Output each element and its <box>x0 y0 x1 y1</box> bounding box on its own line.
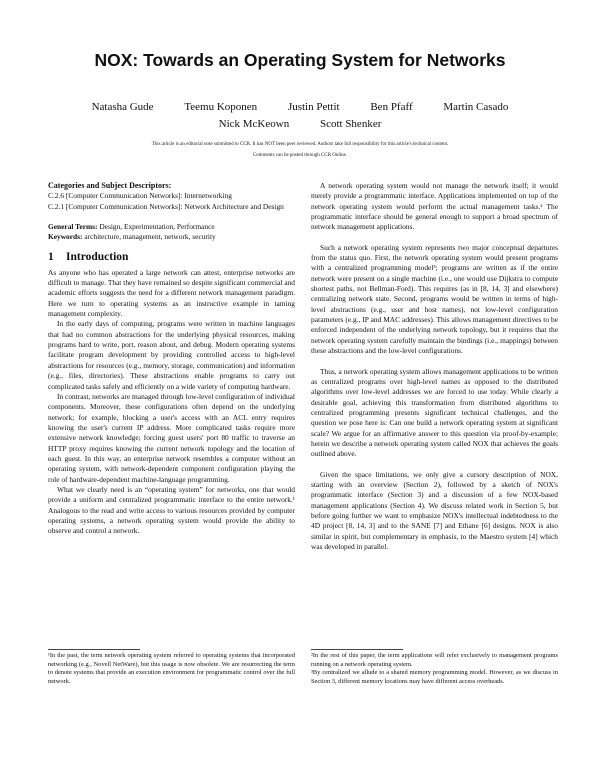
footnote: ³By centralized we allude to a shared memory programming model. However, as we discuss in Section 3, different memory locations may have different access overheads. <box>311 669 558 685</box>
category-entry: C.2.6 [Computer Communication Networks]: Internetworking <box>48 191 232 201</box>
general-terms-label: General Terms: <box>48 222 98 232</box>
author-list <box>40 101 560 113</box>
author-list <box>40 118 560 130</box>
author-name: Teemu Koponen <box>184 101 258 113</box>
section-heading <box>48 249 295 265</box>
author-name: Scott Shenker <box>319 118 382 130</box>
section-title: Introduction <box>66 250 129 263</box>
author-name: Natasha Gude <box>91 101 154 113</box>
editorial-note: This article is an editorial note submitted to CCR. It has NOT been peer reviewed. Authors take full responsibility for this article's technical content. <box>151 142 449 147</box>
footnotes-left <box>48 649 295 686</box>
body-paragraph: Given the space limitations, we only give a cursory description of NOX, starting with an overview (Section 2), followed by a sketch of NOX's programmatic interface (Section 3) and a discussion of a few NOX-based management applications (Section 4). We discuss related work in Section 5, but before going further we want to emphasize NOX's intellectual indebtedness to the 4D project [8, 14, 3] and to the SANE [7] and Ethane [6] designs. NOX is also similar in spirit, but complementary in emphasis, to the Maestro system [4] which was developed in parallel. <box>311 469 558 551</box>
editorial-note: Comments can be posted through CCR Online. <box>252 153 348 158</box>
category-entry: C.2.1 [Computer Communication Networks]: Network Architecture and Design <box>48 201 284 211</box>
body-paragraph: Thus, a network operating system allows management applications to be written as centralized programs over high-level names as opposed to the distributed algorithms over low-level addresses we are forced to use today. While clearly a desirable goal, achieving this transformation from distributed algorithms to centralized programming presents significant technical challenges, and the question we pose here is: Can one build a network operating system at significant scale? We argue for an affirmative answer to this question via proof-by-example; herein we describe a network operating system called NOX that achieves the goals outlined above. <box>311 366 558 459</box>
keywords <box>48 232 295 242</box>
general-terms <box>48 222 295 232</box>
author-name: Justin Pettit <box>287 101 340 113</box>
body-paragraph: A network operating system would not manage the network itself; it would merely provide a programmatic interface. Applications implemented on top of the network operating system would perform the actual management tasks.² The programmatic interface should be general enough to support a broad spectrum of network management applications. <box>311 181 558 232</box>
author-name: Ben Pfaff <box>370 101 413 113</box>
body-paragraph: In contrast, networks are managed through low-level configuration of individual components. Moreover, these configurations often depend on the underlying network; for example, blocking a user's access with an ACL entry requires knowing the user's current IP address. More complicated tasks require more extensive network knowledge; forcing guest users' port 80 traffic to traverse an HTTP proxy requires knowing the current network topology and the location of each guest. In this way, an enterprise network resembles a computer without an operating system, with network-dependent component configuration playing the role of hardware-dependent machine-language programming. <box>48 391 295 484</box>
categories-heading: Categories and Subject Descriptors: <box>48 181 172 190</box>
author-name: Nick McKeown <box>218 118 290 130</box>
footnotes-right <box>311 649 558 686</box>
body-paragraph: As anyone who has operated a large network can attest, enterprise networks are difficult to manage. That they have remained so despite significant commercial and academic efforts suggests the need for a different network management paradigm. Here we turn to operating systems as an instructive example in taming management complexity. <box>48 267 295 319</box>
right-column <box>311 181 558 552</box>
footnote-rule <box>48 649 140 650</box>
body-paragraph: What we clearly need is an “operating system” for networks, one that would provide a uniform and centralized programmatic interface to the entire network.¹ Analogous to the read and write access to various resources provided by computer operating systems, a network operating system would provide the ability to observe and control a network. <box>48 484 295 536</box>
body-paragraph: In the early days of computing, programs were written in machine languages that had no common abstractions for the underlying physical resources, making programs hard to write, port, reason about, and debug. Modern operating systems facilitate program development by providing controlled access to high-level abstractions for resources (e.g., memory, storage, communication) and information (e.g., files, directories). These abstractions enable programs to carry out complicated tasks safely and efficiently on a wide variety of computing hardware. <box>48 319 295 391</box>
author-name: Martin Casado <box>443 101 509 113</box>
footnote: ²In the rest of this paper, the term applications will refer exclusively to management programs running on a network operating system. <box>311 652 558 668</box>
left-column <box>48 181 295 537</box>
general-terms-value: Design, Experimentation, Performance <box>99 222 215 232</box>
keywords-label: Keywords: <box>48 232 83 242</box>
footnote-rule <box>311 649 403 650</box>
keywords-value: architecture, management, network, security <box>84 232 216 242</box>
paper-title: NOX: Towards an Operating System for Networks <box>94 50 506 70</box>
section-number: 1 <box>48 250 54 263</box>
footnote: ¹In the past, the term network operating system referred to operating systems that incorporated networking (e.g., Novell NetWare), but this usage is now obsolete. We are resurrecting the term to denote systems that provide an execution environment for programmatic control over the full network. <box>48 652 295 685</box>
body-paragraph: Such a network operating system represents two major conceptual departures from the status quo. First, the network operating system would present programs with a centralized programming model³; programs are written as if the entire network were present on a single machine (i.e., one would use Dijkstra to compute shortest paths, not Bellman-Ford). This requires (as in [8, 14, 3] and elsewhere) centralizing network state. Second, programs would be written in terms of high-level abstractions (e.g., user and host names), not low-level configuration parameters (e.g., IP and MAC addresses). This allows management directives to be enforced independent of the underlying network topology, but it requires that the network operating system carefully maintain the bindings (i.e., mappings) between these abstractions and the low-level configurations. <box>311 242 558 356</box>
